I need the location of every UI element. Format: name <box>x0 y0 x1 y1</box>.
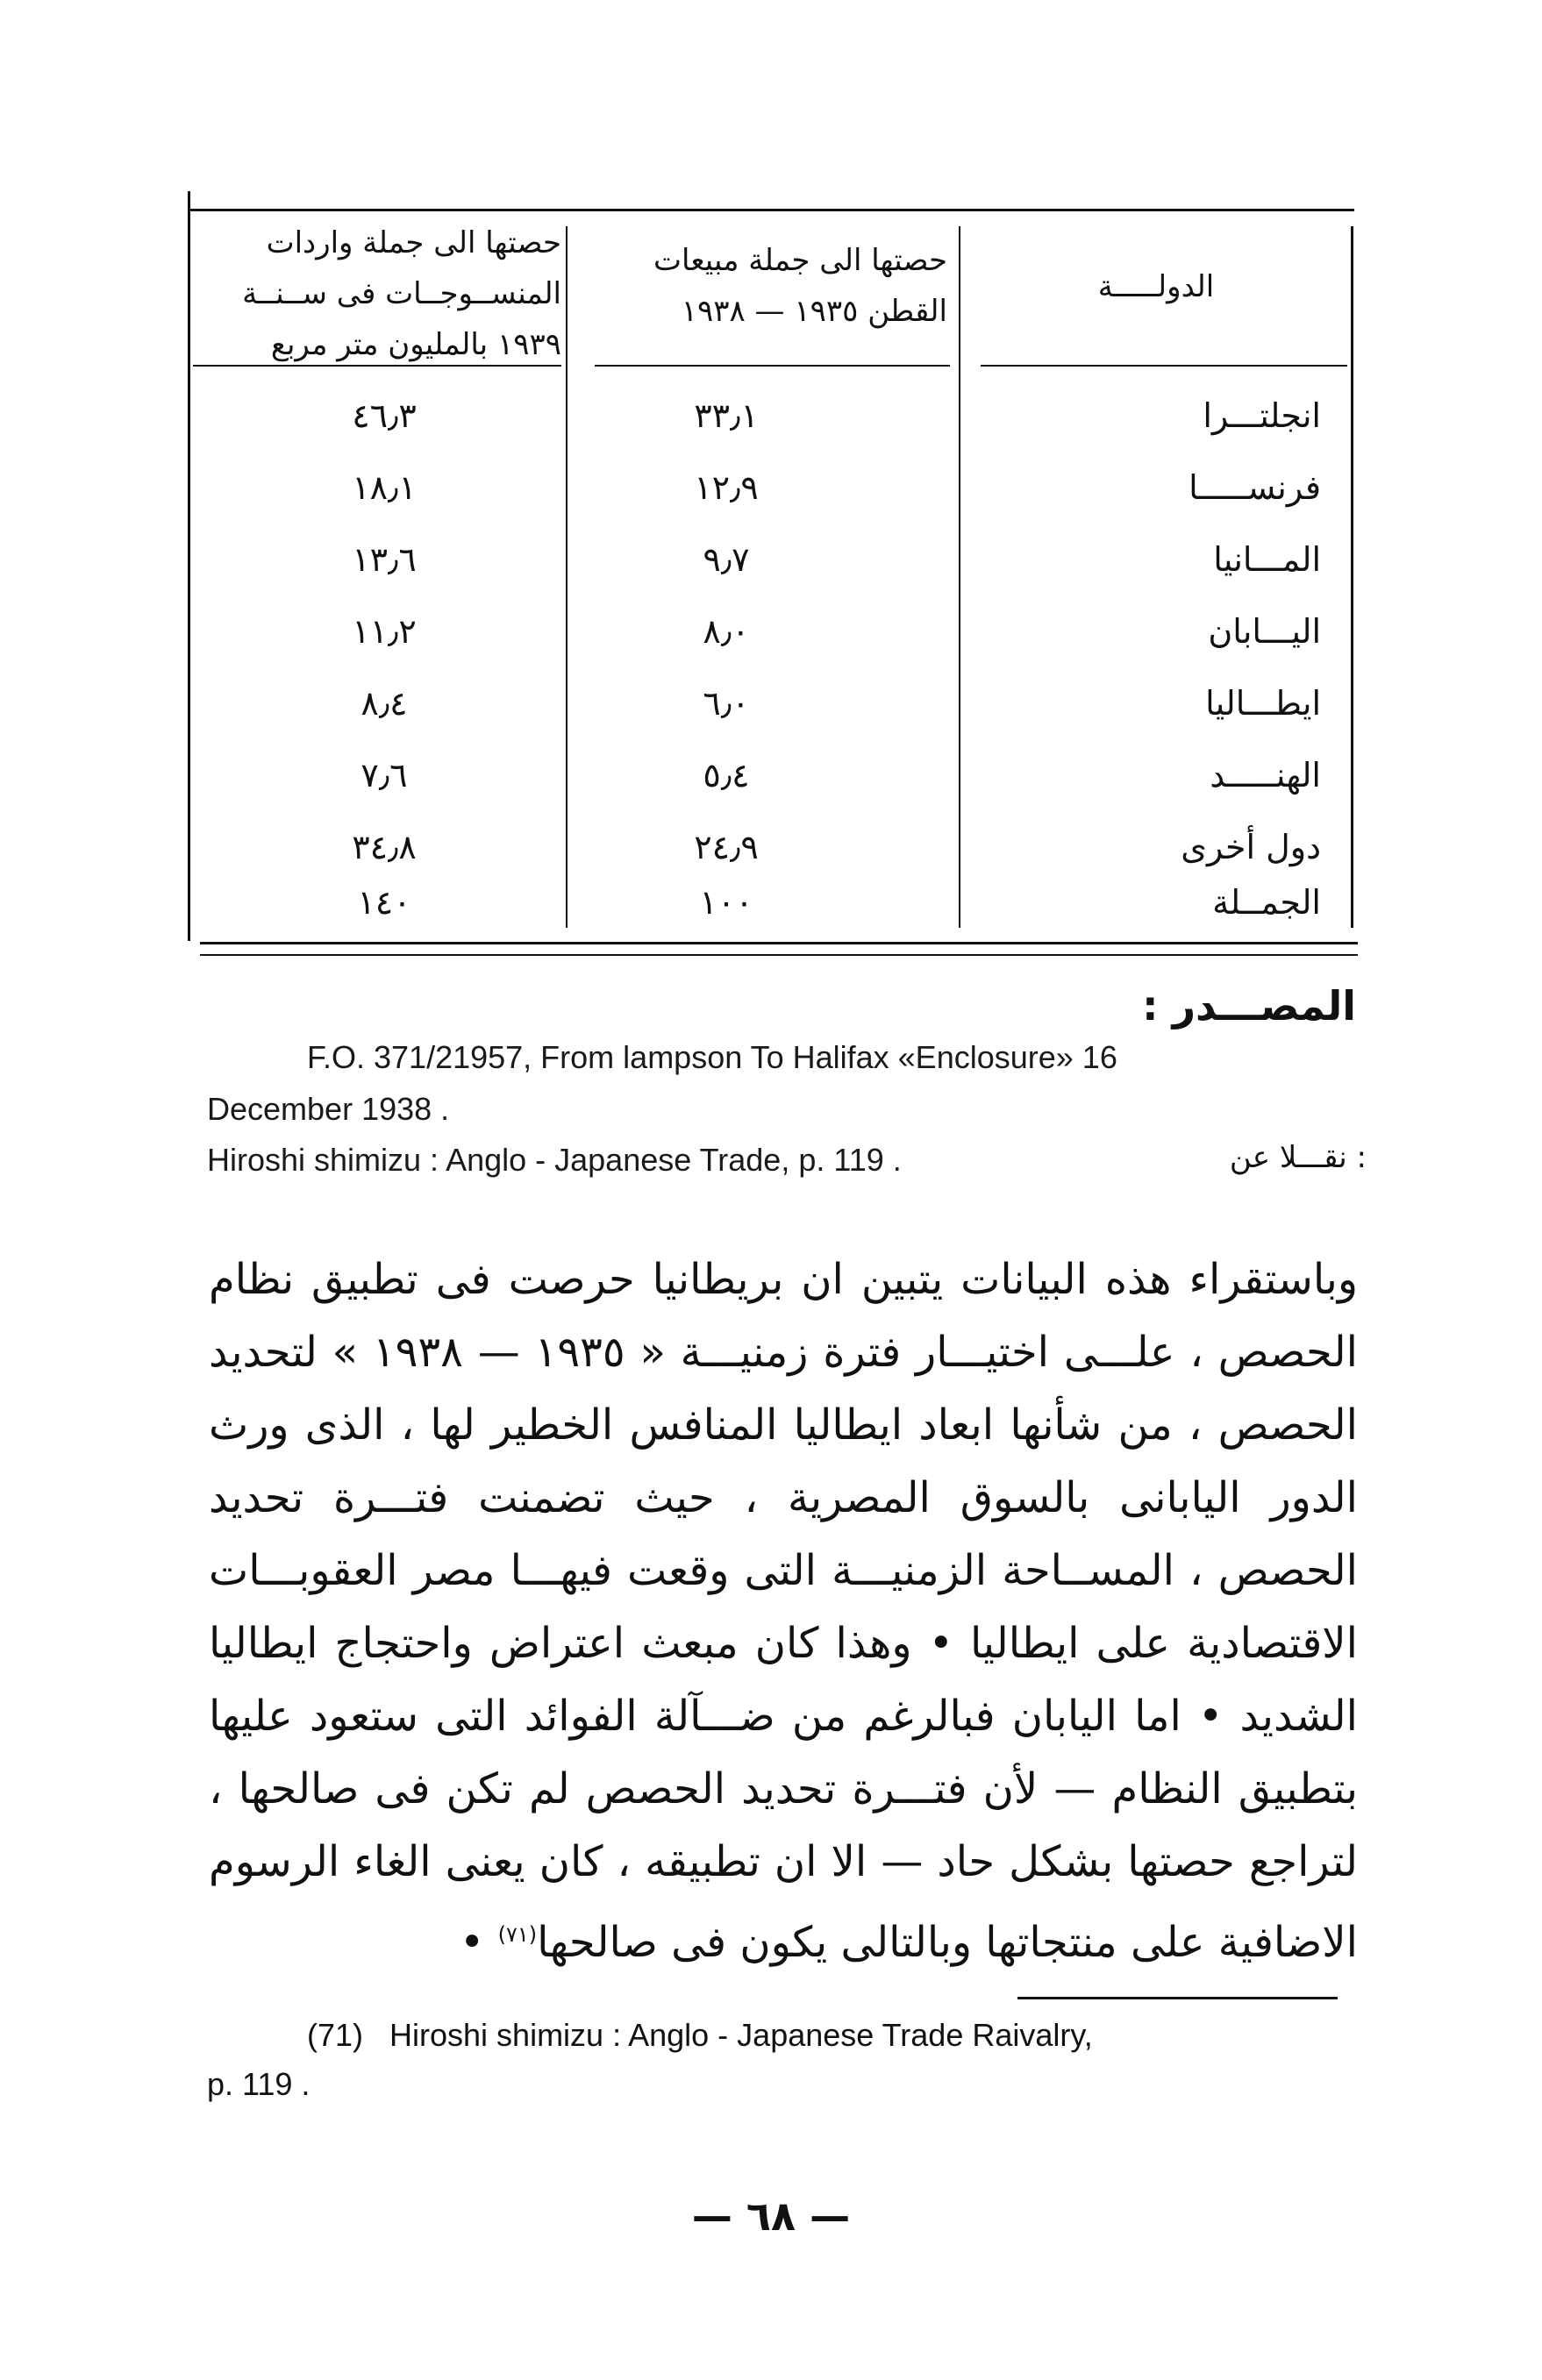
data-table <box>182 191 1358 963</box>
table-top-rule <box>188 209 1354 211</box>
page-number: — ٦٨ — <box>691 2192 851 2240</box>
source-citation-line-2: December 1938 . <box>207 1091 450 1127</box>
footnote-rule <box>1017 1997 1338 1999</box>
textile-share-cell: ٨٫٤ <box>361 684 408 723</box>
table-row <box>182 739 1358 811</box>
country-cell: الهنـــــد <box>1210 756 1321 795</box>
header-cotton <box>588 235 947 337</box>
header-textile-line-3: ١٩٣٩ بالمليون متر مربع <box>270 327 561 362</box>
table-row-total <box>182 866 1358 938</box>
textile-share-cell: ١٨٫١ <box>352 468 417 507</box>
header-textile-line-1: حصتها الى جملة واردات <box>266 225 561 260</box>
header-underline-country <box>981 365 1347 367</box>
cotton-share-cell: ٣٣٫١ <box>694 396 759 435</box>
body-paragraph-text: وباستقراء هذه البيانات يتبين ان بريطانيا حرصت فى تطبيق نظام الحصص ، علـــى اختيـــار فترة زمنيـــة « ١٩٣٥ — ١٩٣٨ » لتحديد الحصص ، من شأنها ابعاد ايطاليا المنافس الخطير لها ، الذى ورث الدور اليابانى بالسوق المصرية ، حيث تضمنت فتـــرة تحديد الحصص ، المســاحة الزمنيـــة التى وقعت فيهـــا مصر العقوبـــات الاقتصادية على ايطاليا • وهذا كان مبعث اعتراض واحتجاج ايطاليا الشديد • اما اليابان فبالرغم من ضـــآلة الفوائد التى ستعود عليها بتطبيق النظام — لأن فتـــرة تحديد الحصص لم تكن فى صالحها ، لتراجع حصتها بشكل حاد — الا ان تطبيقه ، كان يعنى الغاء الرسوم الاضافية على منتجاتها وبالتالى يكون فى صالحها <box>209 1255 1359 1967</box>
cotton-share-cell: ١٠٠ <box>699 883 753 922</box>
header-cotton-line-1: حصتها الى جملة مبيعات <box>653 243 947 278</box>
cotton-share-cell: ٥٫٤ <box>703 756 750 795</box>
country-cell: فرنســـــا <box>1189 468 1321 507</box>
body-paragraph <box>209 1243 1358 1979</box>
paragraph-end-mark: • <box>460 1918 485 1967</box>
country-cell: المـــانيا <box>1213 540 1321 579</box>
textile-share-cell: ١١٫٢ <box>352 612 417 651</box>
table-row <box>182 380 1358 452</box>
country-cell: دول أخرى <box>1181 828 1321 866</box>
textile-share-cell: ٧٫٦ <box>361 756 408 795</box>
textile-share-cell: ١٤٠ <box>357 883 411 922</box>
header-country-label: الدولـــــة <box>1097 269 1215 304</box>
header-underline-cotton <box>595 365 950 367</box>
footnote-reference: (٧١) <box>497 1922 538 1947</box>
header-cotton-line-2: القطن ١٩٣٥ — ١٩٣٨ <box>681 294 947 329</box>
cotton-share-cell: ١٢٫٩ <box>694 468 759 507</box>
cotton-share-cell: ٢٤٫٩ <box>694 828 759 866</box>
country-cell: ايطـــاليا <box>1205 684 1321 723</box>
textile-share-cell: ٣٤٫٨ <box>352 828 417 866</box>
cotton-share-cell: ٨٫٠ <box>703 612 750 651</box>
table-bottom-rule-1 <box>200 942 1358 944</box>
country-cell: الجمــلة <box>1212 883 1321 922</box>
textile-share-cell: ٤٦٫٣ <box>352 396 417 435</box>
cotton-share-cell: ٦٫٠ <box>703 684 750 723</box>
source-heading: المصـــدر : <box>1142 982 1356 1030</box>
footnote-line-1: (71) Hiroshi shimizu : Anglo - Japanese Trade Raivalry, <box>307 2017 1093 2053</box>
source-citation-line-3: Hiroshi shimizu : Anglo - Japanese Trade, p. 119 . <box>207 1142 902 1178</box>
country-cell: اليـــابان <box>1208 612 1321 651</box>
cotton-share-cell: ٩٫٧ <box>703 540 750 579</box>
table-row <box>182 524 1358 595</box>
header-textile-line-2: المنســوجــات فى ســنــة <box>242 276 561 311</box>
textile-share-cell: ١٣٫٦ <box>352 540 417 579</box>
table-bottom-rule-2 <box>200 954 1358 956</box>
source-citation-line-1: F.O. 371/21957, From lampson To Halifax «Enclosure» 16 <box>307 1039 1117 1075</box>
country-cell: انجلتـــرا <box>1203 396 1321 435</box>
header-country <box>981 261 1331 312</box>
footnote-line-2: p. 119 . <box>207 2066 311 2102</box>
table-row <box>182 452 1358 524</box>
table-row <box>182 667 1358 739</box>
source-quoted-from: : نقـــلا عن <box>1229 1140 1367 1175</box>
table-row <box>182 595 1358 667</box>
header-textile <box>193 217 561 370</box>
